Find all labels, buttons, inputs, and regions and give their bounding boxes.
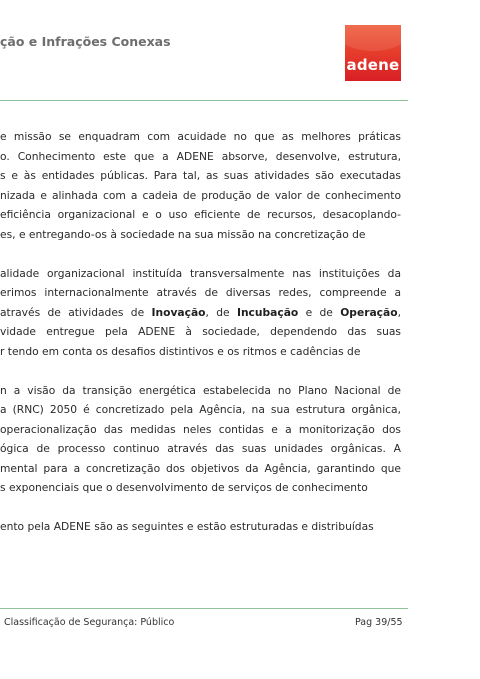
text-line (0, 283, 401, 303)
logo-arc-shape (345, 25, 401, 51)
text-line (0, 439, 401, 459)
text-line (0, 459, 401, 479)
text-segment: s e às entidades públicas. Para tal, as suas atividades são executadas (0, 169, 401, 182)
text-segment: r tendo em conta os desafios distintivos e os ritmos e cadências de (0, 344, 361, 358)
text-segment: através de atividades de (0, 305, 152, 319)
text-segment: vidade entregue pela ADENE à sociedade, dependendo das suas (0, 325, 401, 338)
text-line (0, 186, 401, 206)
text-segment: e missão se enquadram com acuidade no que as melhores práticas (0, 130, 401, 143)
page-number: Pag 39/55 (355, 617, 403, 628)
adene-logo (345, 25, 401, 81)
text-segment: ógica de processo continuo através das suas unidades orgânicas. A (0, 442, 401, 455)
text-line (0, 517, 401, 537)
text-segment: , (397, 305, 401, 319)
bold-term: Operação (340, 305, 398, 319)
text-segment: o. Conhecimento este que a ADENE absorve, desenvolve, estrutura, (0, 149, 401, 163)
text-segment: , de (205, 305, 237, 319)
text-line (0, 166, 401, 186)
header-divider (0, 100, 408, 101)
text-segment: s exponenciais que o desenvolvimento de serviços de conhecimento (0, 481, 368, 494)
text-segment: operacionalização das medidas neles contidas e a monitorização dos (0, 422, 401, 436)
text-segment: nizada e alinhada com a cadeia de produção de valor de conhecimento (0, 188, 401, 202)
text-segment: es, e entregando-os à sociedade na sua missão na concretização de (0, 227, 366, 241)
text-line (0, 303, 401, 323)
text-line (0, 225, 401, 245)
text-segment: e de (298, 305, 341, 319)
text-segment: ento pela ADENE são as seguintes e estão estruturadas e distribuídas (0, 520, 374, 533)
body-text (0, 127, 401, 556)
text-segment: eficiência organizacional e o uso eficiente de recursos, desacoplando- (0, 208, 401, 221)
text-line (0, 420, 401, 440)
footer-divider (0, 608, 408, 609)
text-line (0, 478, 401, 498)
text-segment: a (RNC) 2050 é concretizado pela Agência, na sua estrutura orgânica, (0, 403, 401, 416)
text-line (0, 127, 401, 147)
paragraph (0, 517, 401, 537)
text-line (0, 322, 401, 342)
bold-term: Incubação (236, 305, 299, 319)
text-segment: erimos internacionalmente através de diversas redes, compreende a (0, 286, 401, 299)
document-header-title: ção e Infrações Conexas (0, 34, 171, 49)
bold-term: Inovação (151, 305, 206, 319)
text-segment: n a visão da transição energética estabelecida no Plano Nacional de (0, 383, 401, 397)
text-line (0, 264, 401, 284)
paragraph (0, 127, 401, 244)
text-line (0, 205, 401, 225)
logo-wordmark: adene (346, 56, 400, 74)
paragraph (0, 264, 401, 362)
text-line (0, 342, 401, 362)
security-classification: Classificação de Segurança: Público (4, 617, 175, 628)
text-segment: alidade organizacional instituída transversalmente nas instituições da (0, 266, 401, 280)
text-line (0, 381, 401, 401)
text-segment: mental para a concretização dos objetivos da Agência, garantindo que (0, 461, 401, 475)
paragraph (0, 381, 401, 498)
text-line (0, 400, 401, 420)
text-line (0, 147, 401, 167)
